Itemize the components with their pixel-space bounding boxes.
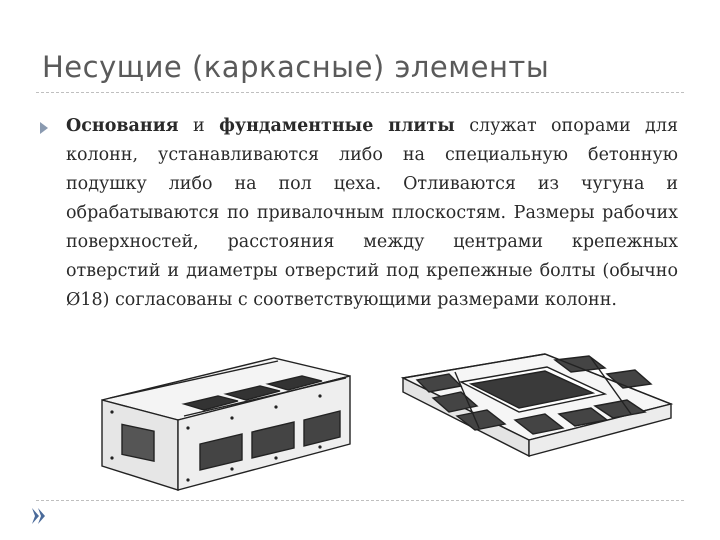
foundation-plate-illustration	[395, 352, 680, 482]
title-divider	[36, 92, 684, 93]
body-paragraph	[66, 112, 678, 315]
slide-title: Несущие (каркасные) элементы	[42, 50, 550, 84]
term-foundation-plates: фундаментные плиты	[219, 116, 455, 136]
bullet-triangle-icon	[40, 122, 48, 134]
double-chevron-right-icon[interactable]	[32, 508, 46, 524]
connector-text: и	[178, 116, 220, 136]
description-text: служат опорами для колонн, устанавливаются либо на специальную бетонную подушку либо на пол цеха. Отливаются из чугуна и обрабатываются по привалочным плоскостям. Размеры рабочих поверхностей, расстояния между центрами крепежных отверстий и диаметры отверстий под крепежные болты (обычно Ø18) согласованы с соответствующими размерами колонн.	[66, 116, 678, 310]
footer-divider	[36, 500, 684, 501]
base-illustration	[92, 348, 362, 498]
term-bases: Основания	[66, 116, 179, 136]
